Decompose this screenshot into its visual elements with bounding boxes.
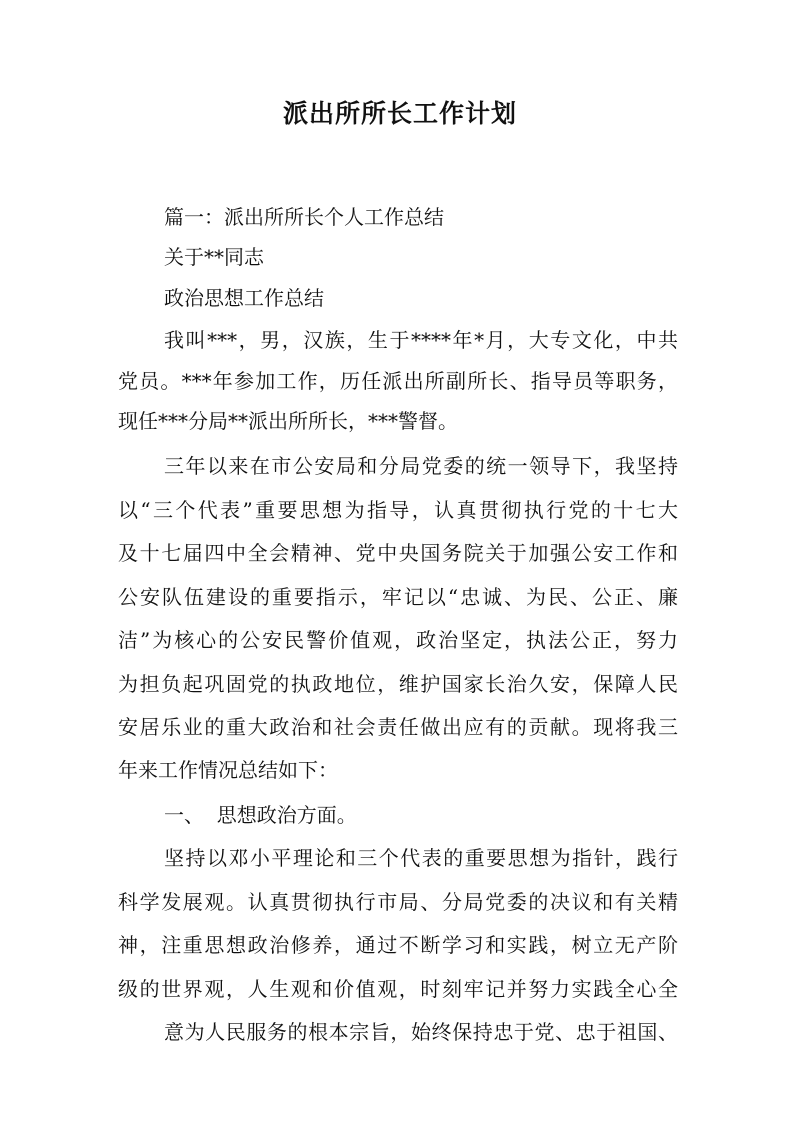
paragraph-line: 党员。***年参加工作，历任派出所副所长、指导员等职务， — [118, 369, 678, 393]
paragraph-line: 为担负起巩固党的执政地位，维护国家长治久安，保障人民 — [118, 672, 678, 696]
section-heading: 篇一：派出所所长个人工作总结 — [164, 205, 444, 229]
paragraph-line: 安居乐业的重大政治和社会责任做出应有的贡献。现将我三 — [118, 715, 678, 739]
paragraph-line: 意为人民服务的根本宗旨，始终保持忠于党、忠于祖国、 — [164, 1020, 678, 1044]
paragraph-line: 级的世界观，人生观和价值观，时刻牢记并努力实践全心全 — [118, 977, 678, 1001]
paragraph-line: 三年以来在市公安局和分局党委的统一领导下，我坚持 — [164, 454, 678, 478]
paragraph-line: 公安队伍建设的重要指示，牢记以“忠诚、为民、公正、廉 — [118, 585, 678, 609]
paragraph-line: 现任***分局**派出所所长，***警督。 — [118, 409, 458, 433]
paragraph-line: 坚持以邓小平理论和三个代表的重要思想为指针，践行 — [164, 846, 678, 870]
paragraph-line: 我叫***，男，汉族，生于****年*月，大专文化，中共 — [164, 328, 678, 352]
paragraph-line: 科学发展观。认真贯彻执行市局、分局党委的决议和有关精 — [118, 890, 678, 914]
paragraph-line: 以“三个代表”重要思想为指导，认真贯彻执行党的十七大 — [118, 498, 678, 522]
report-title: 政治思想工作总结 — [164, 286, 324, 310]
paragraph-line: 洁”为核心的公安民警价值观，政治坚定，执法公正，努力 — [118, 628, 678, 652]
document-title: 派出所所长工作计划 — [282, 99, 517, 128]
paragraph-line: 年来工作情况总结如下： — [118, 758, 338, 782]
subject-line: 关于**同志 — [164, 245, 264, 269]
section-one-heading: 一、 思想政治方面。 — [164, 803, 357, 827]
paragraph-line: 及十七届四中全会精神、党中央国务院关于加强公安工作和 — [118, 541, 678, 565]
paragraph-line: 神，注重思想政治修养，通过不断学习和实践，树立无产阶 — [118, 933, 678, 957]
